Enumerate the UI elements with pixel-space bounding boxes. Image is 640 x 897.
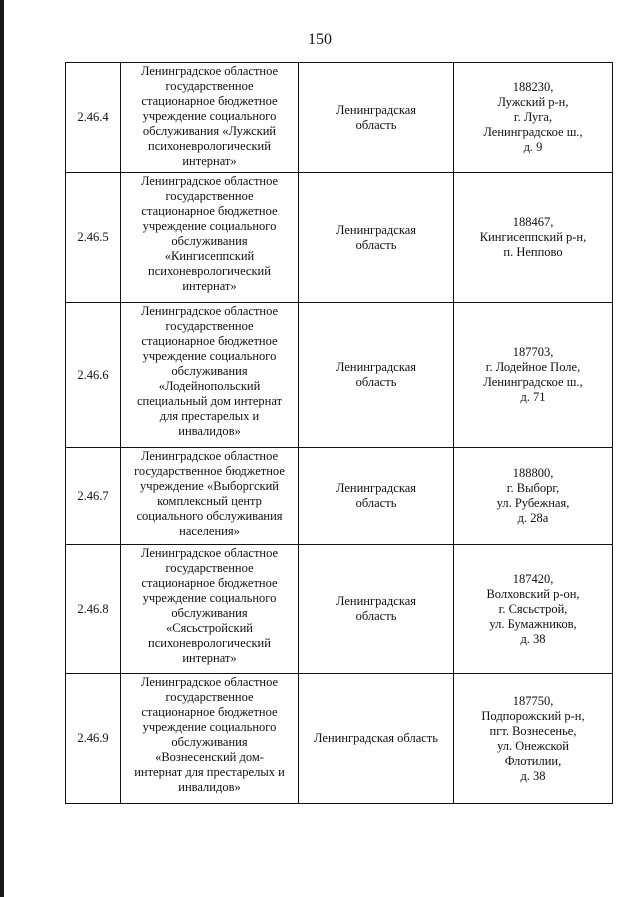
region: Ленинградская область — [299, 545, 454, 674]
address: 188467, Кингисеппский р-н, п. Неппово — [454, 173, 613, 303]
table-row — [66, 173, 613, 303]
table-row — [66, 674, 613, 804]
address: 187750, Подпорожский р-н, пгт. Вознесенье, ул. Онежской Флотилии, д. 38 — [454, 674, 613, 804]
address: 188800, г. Выборг, ул. Рубежная, д. 28а — [454, 448, 613, 545]
region: Ленинградская область — [299, 674, 454, 804]
row-number: 2.46.4 — [66, 63, 121, 173]
region: Ленинградская область — [299, 173, 454, 303]
region: Ленинградская область — [299, 63, 454, 173]
row-number: 2.46.6 — [66, 303, 121, 448]
row-number: 2.46.9 — [66, 674, 121, 804]
institution-name: Ленинградское областное государственное стационарное бюджетное учреждение социального обслуживания «Лодейнопольский специальный дом интернат для престарелых и инвалидов» — [121, 303, 299, 448]
address: 187420, Волховский р-он, г. Сясьстрой, ул. Бумажников, д. 38 — [454, 545, 613, 674]
row-number: 2.46.5 — [66, 173, 121, 303]
region: Ленинградская область — [299, 303, 454, 448]
table-row — [66, 448, 613, 545]
table-row — [66, 303, 613, 448]
row-number: 2.46.7 — [66, 448, 121, 545]
page-number: 150 — [308, 31, 332, 48]
address: 187703, г. Лодейное Поле, Ленинградское ш., д. 71 — [454, 303, 613, 448]
institution-name: Ленинградское областное государственное стационарное бюджетное учреждение социального обслуживания «Сясьстройский психоневрологический интернат» — [121, 545, 299, 674]
table-row — [66, 545, 613, 674]
table-row — [66, 63, 613, 173]
institution-name: Ленинградское областное государственное стационарное бюджетное учреждение социального обслуживания «Лужский психоневрологический интернат» — [121, 63, 299, 173]
region: Ленинградская область — [299, 448, 454, 545]
institutions-table — [65, 62, 613, 804]
institution-name: Ленинградское областное государственное стационарное бюджетное учреждение социального обслуживания «Кингисеппский психоневрологический интернат» — [121, 173, 299, 303]
institution-name: Ленинградское областное государственное бюджетное учреждение «Выборгский комплексный центр социального обслуживания населения» — [121, 448, 299, 545]
address: 188230, Лужский р-н, г. Луга, Ленинградское ш., д. 9 — [454, 63, 613, 173]
institution-name: Ленинградское областное государственное стационарное бюджетное учреждение социального обслуживания «Вознесенский дом- интернат для престарелых и инвалидов» — [121, 674, 299, 804]
row-number: 2.46.8 — [66, 545, 121, 674]
scan-edge — [0, 0, 4, 897]
